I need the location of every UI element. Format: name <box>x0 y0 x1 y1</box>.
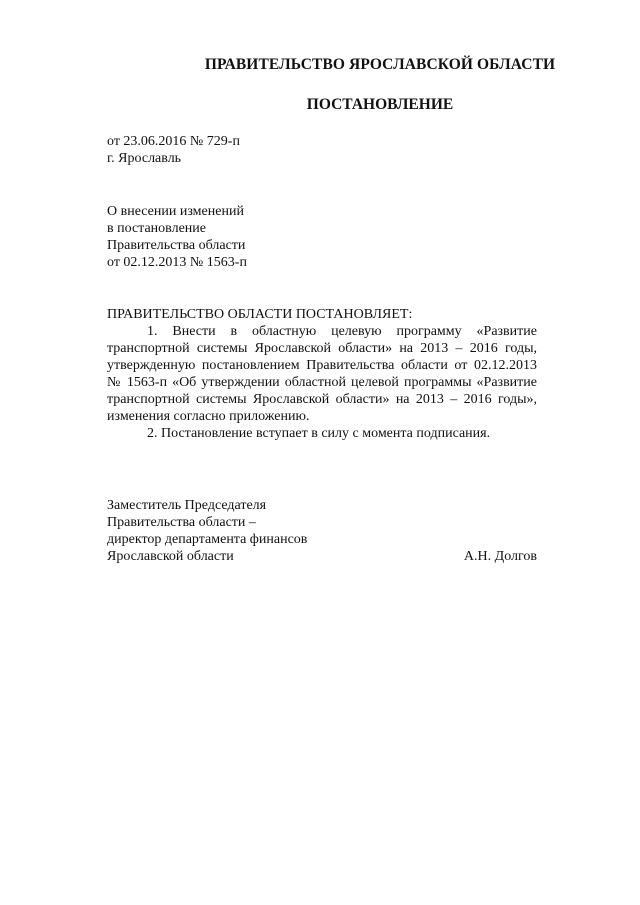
signature-block <box>107 497 537 565</box>
signature-line-3: директор департамента финансов <box>107 532 308 547</box>
signatory-name: А.Н. Долгов <box>463 549 537 564</box>
subject-line-1: О внесении изменений <box>107 204 244 219</box>
decree-item-1: 1. Внести в областную целевую программу «Развитие транспортной системы Ярославской области» на 2013 – 2016 годы, утвержденную постановлением Правительства области от 02.12.2013 № 1563-п «Об утверждении областной целевой программы «Развитие транспортной системы Ярославской области» на 2013 – 2016 годы», изменения согласно приложению. <box>107 324 537 424</box>
government-title: ПРАВИТЕЛЬСТВО ЯРОСЛАВСКОЙ ОБЛАСТИ <box>204 56 556 73</box>
decree-heading: ПРАВИТЕЛЬСТВО ОБЛАСТИ ПОСТАНОВЛЯЕТ: <box>107 307 413 322</box>
subject-line-3: Правительства области <box>107 238 246 253</box>
document-type: ПОСТАНОВЛЕНИЕ <box>306 96 454 113</box>
city: г. Ярославль <box>107 151 182 166</box>
decree-body <box>107 306 537 442</box>
subject-line-2: в постановление <box>107 221 206 236</box>
signature-line-2: Правительства области – <box>107 515 256 530</box>
date-number: от 23.06.2016 № 729-п <box>107 134 240 149</box>
signature-row <box>107 548 537 565</box>
signature-line-1: Заместитель Председателя <box>107 498 267 513</box>
subject-line-4: от 02.12.2013 № 1563-п <box>107 255 247 270</box>
signature-line-4: Ярославской области <box>107 549 234 564</box>
decree-item-2: 2. Постановление вступает в силу с момента подписания. <box>147 426 491 441</box>
